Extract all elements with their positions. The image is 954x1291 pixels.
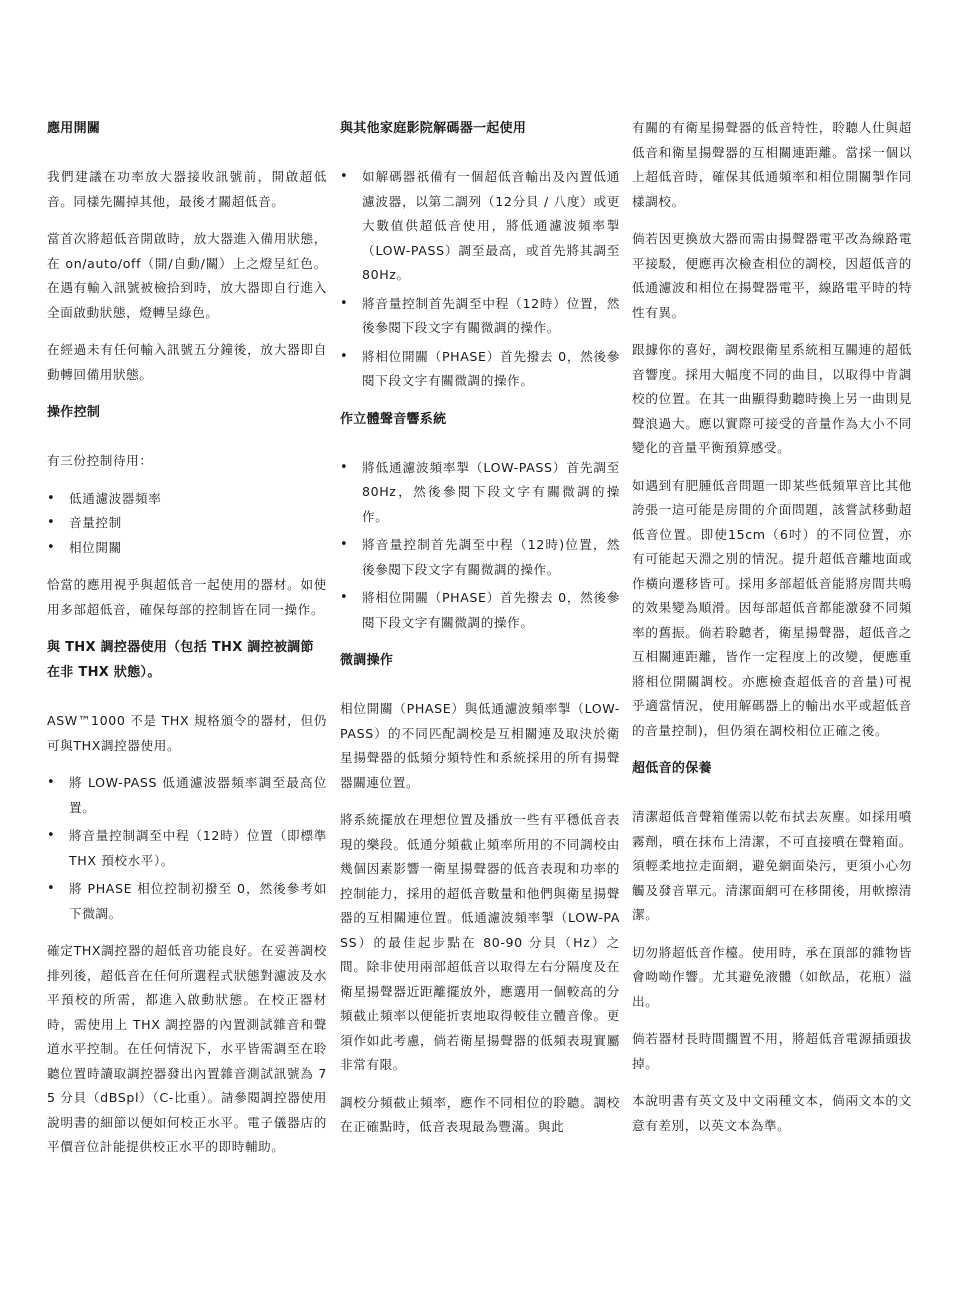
heading-other-decoders: 與其他家庭影院解碼器一起使用 bbox=[340, 121, 527, 136]
heading-subwoofer-care: 超低音的保養 bbox=[632, 761, 712, 776]
heading-fine-tuning: 微調操作 bbox=[340, 653, 394, 668]
list-item: • 將音量控制首先調至中程（12時)位置，然後參閱下段文字有關微調的操作。 bbox=[340, 533, 620, 582]
paragraph: 我們建議在功率放大器接收訊號前，開啟超低音。同樣先關掉其他，最後才關超低音。 bbox=[47, 169, 327, 209]
paragraph: 清潔超低音聲箱僅需以乾布拭去灰塵。如採用噴霧劑，噴在抹布上清潔，不可直接噴在聲箱面。須輕柔地拉走面網，避免網面染污，更須小心勿觸及發音單元。清潔面網可在移開後，用軟擦清潔。 bbox=[632, 809, 912, 922]
thx-setup-list bbox=[47, 771, 327, 926]
heading-stereo-system: 作立體聲音響系統 bbox=[340, 411, 447, 427]
controls-list bbox=[47, 487, 327, 561]
list-item: • 將低通濾波頻率掣（LOW-PASS）首先調至 80Hz，然後參閱下段文字有關微調的操作。 bbox=[340, 456, 620, 530]
paragraph: 將系統擺放在理想位置及播放一些有平穩低音表現的樂段。低通分頻截止頻率所用的不同調校由幾個因素影響一衛星揚聲器的低音表現和功率的控制能力，採用的超低音數量和他們與衛星揚聲器的互相關連位置。低通濾波頻率掣（LOW-PASS）的最佳起步點在 80-90 分貝（Hz）之間。除非使用兩部超低音以取得左右分隔度及在衛星揚聲器近距離擺放外，應選用一個較高的分頻截止頻率以便能折衷地取得較佳立體音像。更須作如此考慮，倘若衛星揚聲器的低頻表現實屬非常有限。 bbox=[340, 812, 620, 1072]
column-left bbox=[47, 116, 327, 1173]
other-decoders-list bbox=[340, 165, 620, 394]
list-item: • 低通濾波器頻率 bbox=[47, 487, 327, 512]
paragraph: 恰當的應用視乎與超低音一起使用的器材。如使用多部超低音，確保每部的控制皆在同一操作。 bbox=[47, 577, 327, 617]
heading-thx-use: 與 THX 調控器使用（包括 THX 調控被調節在非 THX 狀態）。 bbox=[47, 640, 314, 680]
list-item: • 將相位開關（PHASE）首先撥去 0，然後參閱下段文字有關微調的操作。 bbox=[340, 345, 620, 394]
paragraph: 如遇到有肥腫低音問題一即某些低頻單音比其他誇張一這可能是房間的介面問題，該嘗試移動超低音位置。即使15cm（6吋）的不同位置，亦有可能起天淵之別的情況。提升超低音離地面或作橫向遷移皆可。採用多部超低音能將房間共鳴的效果變為順滑。因每部超低音都能激發不同頻率的舊振。倘若聆聽者，衛星揚聲器，超低音之互相關連距離，皆作一定程度上的改變，便應重將相位開關調校。亦應檢查超低音的音量)可視乎適當情況，使用解碼器上的輸出水平或超低音的音量控制)，但仍須在調校相位正確之後。 bbox=[632, 477, 912, 738]
list-item: • 將 LOW-PASS 低通濾波器頻率調至最高位置。 bbox=[47, 771, 327, 820]
paragraph: 跟據你的喜好，調校跟衛星系統相互關連的超低音響度。採用大幅度不同的曲目，以取得中肯調校的位置。在其一曲顯得動聽時換上另一曲則見聲浪過大。應以實際可接受的音量作為大小不同變化的音量平衡預算感受。 bbox=[632, 342, 912, 455]
paragraph: 有關的有衛星揚聲器的低音特性，聆聽人仕與超低音和衛星揚聲器的互相關連距離。當採一個以上超低音時，確保其低通頻率和相位開關掣作同樣調校。 bbox=[632, 120, 912, 209]
heading-operating-controls: 操作控制 bbox=[47, 405, 101, 420]
list-item: • 將音量控制調至中程（12時）位置（即標準THX 預校水平）。 bbox=[47, 824, 327, 873]
paragraph: 倘若器材長時間擱置不用，將超低音電源插頭拔掉。 bbox=[632, 1031, 912, 1071]
paragraph: 有三份控制待用： bbox=[47, 453, 153, 468]
paragraph: ASW™1000 不是 THX 規格頒令的器材，但仍可與THX調控器使用。 bbox=[47, 713, 327, 753]
list-item: • 如解碼器祇備有一個超低音輸出及內置低通濾波器，以第二調列（12分貝 / 八度）或更大數值供超低音使用，將低通濾波頻率掣（LOW-PASS）調至最高，或首先將其調至 80Hz。 bbox=[340, 165, 620, 288]
list-item: • 音量控制 bbox=[47, 511, 327, 536]
list-item: • 將相位開關（PHASE）首先撥去 0，然後參閱下段文字有關微調的操作。 bbox=[340, 586, 620, 635]
list-item: • 將音量控制首先調至中程（12時）位置，然後參閱下段文字有關微調的操作。 bbox=[340, 292, 620, 341]
paragraph: 在經過未有任何輸入訊號五分鐘後，放大器即自動轉回備用狀態。 bbox=[47, 342, 327, 382]
paragraph: 本說明書有英文及中文兩種文本，倘兩文本的文意有差別，以英文本為準。 bbox=[632, 1093, 912, 1133]
paragraph: 當首次將超低音開啟時，放大器進入備用狀態，在 on/auto/off（開/自動/關）上之燈呈紅色。在遇有輸入訊號被檢拾到時，放大器即自行進入全面啟動狀態，燈轉呈綠色。 bbox=[47, 231, 327, 320]
paragraph: 倘若因更換放大器而需由揚聲器電平改為線路電平接駁，便應再次檢查相位的調校，因超低音的低通濾波和相位在揚聲器電平，線路電平時的特性有異。 bbox=[632, 231, 912, 320]
heading-application-switch: 應用開關 bbox=[47, 121, 101, 136]
paragraph: 切勿將超低音作檯。使用時，承在頂部的雜物皆會呦呦作響。尤其避免液體（如飲品，花瓶）溢出。 bbox=[632, 944, 912, 1009]
column-middle bbox=[340, 116, 620, 1153]
column-right bbox=[632, 116, 912, 1151]
paragraph: 調校分頻截止頻率，應作不同相位的聆聽。調校在正確點時，低音表現最為豐滿。與此 bbox=[340, 1094, 620, 1134]
list-item: • 相位開關 bbox=[47, 536, 327, 561]
stereo-list bbox=[340, 456, 620, 636]
list-item: • 將 PHASE 相位控制初撥至 0，然後參考如下微調。 bbox=[47, 877, 327, 926]
paragraph: 確定THX調控器的超低音功能良好。在妥善調校排列後，超低音在任何所選程式狀態對濾波及水平預校的所需，都進入啟動狀態。在校正器材時，需使用上 THX 調控器的內置測試雜音和聲道水平控制。在任何情況下，水平皆需調至在聆聽位置時讀取調控器發出內置雜音測試訊號為 75 分貝（dBSpl）（C-比重）。請參閱調控器使用說明書的細節以便如何校正水平。電子儀器店的平價音位計能提供校正水平的即時輔助。 bbox=[47, 943, 327, 1154]
paragraph: 相位開關（PHASE）與低通濾波頻率掣（LOW-PASS）的不同匹配調校是互相關連及取決於衛星揚聲器的低頻分頻特性和系統採用的所有揚聲器關連位置。 bbox=[340, 701, 620, 790]
